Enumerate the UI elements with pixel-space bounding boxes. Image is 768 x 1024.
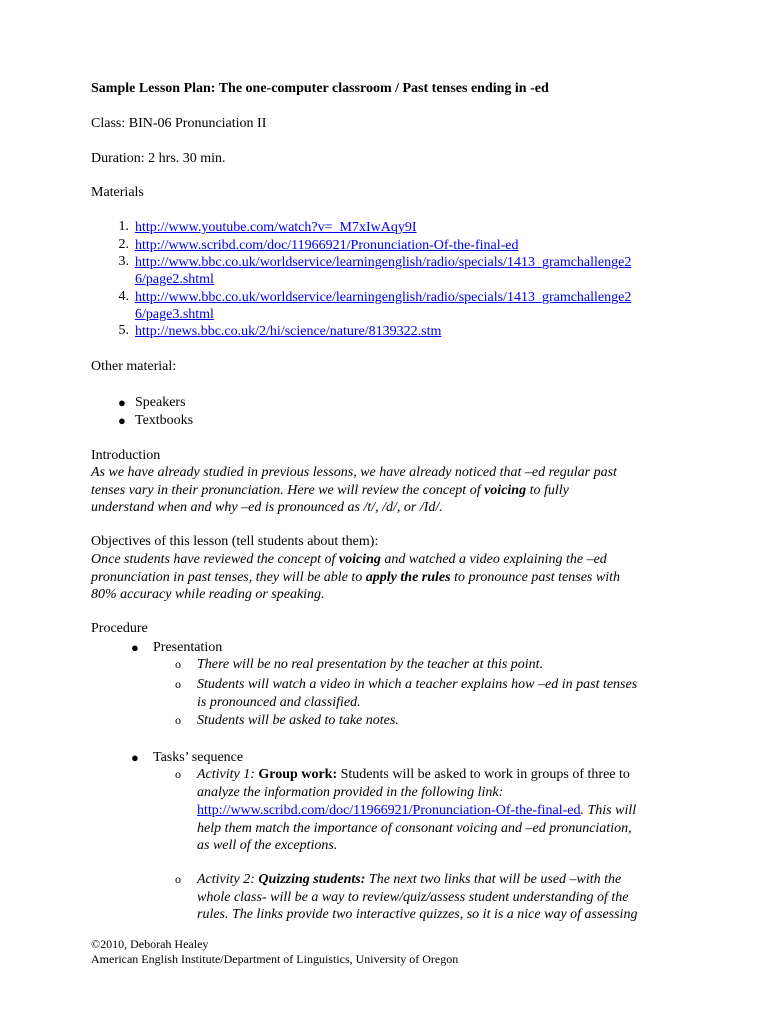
objectives-line: 80% accuracy while reading or speaking.: [91, 587, 325, 602]
activity-1-line: [197, 802, 636, 819]
list-number: 4.: [118, 289, 129, 304]
presentation-step: Students will watch a video in which a teacher explains how –ed in past tenses: [197, 677, 638, 692]
material-link-2[interactable]: http://www.scribd.com/doc/11966921/Pronunciation-Of-the-final-ed: [135, 238, 519, 253]
circle-bullet-icon: o: [175, 677, 181, 691]
emphasis-voicing: voicing: [338, 552, 381, 567]
other-material-heading: Other material:: [91, 359, 177, 374]
bullet-icon: ●: [118, 413, 126, 428]
bullet-icon: ●: [118, 395, 126, 410]
material-link-4-cont[interactable]: 6/page3.shtml: [135, 307, 214, 322]
material-link-4[interactable]: http://www.bbc.co.uk/worldservice/learningenglish/radio/specials/1413_gramchallenge2: [135, 290, 632, 305]
text-run: to pronounce past tenses with: [450, 570, 620, 585]
emphasis-apply-rules: apply the rules: [365, 570, 451, 585]
list-number: 2.: [118, 237, 129, 252]
introduction-line: As we have already studied in previous lessons, we have already noticed that –ed regular past: [91, 465, 617, 480]
text-run: Once students have reviewed the concept of: [91, 552, 339, 567]
presentation-step-cont: is pronounced and classified.: [197, 695, 361, 710]
presentation-step: There will be no real presentation by the teacher at this point.: [197, 657, 544, 672]
tasks-label: Tasks’ sequence: [153, 750, 244, 765]
activity-2-title: Quizzing students:: [258, 872, 366, 887]
text-run: Activity 2:: [197, 872, 259, 887]
presentation-label: Presentation: [153, 640, 223, 655]
activity-1-title: Group work:: [258, 767, 338, 782]
list-number: 5.: [118, 323, 129, 338]
activity-1-link[interactable]: http://www.scribd.com/doc/11966921/Pronunciation-Of-the-final-ed: [197, 803, 581, 818]
activity-1-line: analyze the information provided in the following link:: [197, 785, 504, 800]
activity-2-line: rules. The links provide two interactive quizzes, so it is a nice way of assessing: [197, 907, 638, 922]
material-link-1[interactable]: http://www.youtube.com/watch?v=_M7xIwAqy9I: [135, 220, 417, 235]
activity-1-line: [197, 766, 630, 783]
circle-bullet-icon: o: [175, 713, 181, 727]
circle-bullet-icon: o: [175, 872, 181, 886]
material-link-3-cont[interactable]: 6/page2.shtml: [135, 272, 214, 287]
activity-2-line: whole class- will be a way to review/quiz/assess student understanding of the: [197, 890, 629, 905]
bullet-icon: ●: [131, 750, 139, 765]
introduction-heading: Introduction: [91, 448, 161, 463]
text-run: . This will: [580, 803, 637, 818]
material-link-3[interactable]: http://www.bbc.co.uk/worldservice/learningenglish/radio/specials/1413_gramchallenge2: [135, 255, 632, 270]
activity-1-line: as well of the exceptions.: [197, 838, 338, 853]
footer-institute: American English Institute/Department of Linguistics, University of Oregon: [91, 952, 459, 966]
circle-bullet-icon: o: [175, 767, 181, 781]
bullet-icon: ●: [131, 640, 139, 655]
text-run: to fully: [526, 483, 569, 498]
objectives-heading: Objectives of this lesson (tell students about them):: [91, 534, 379, 549]
presentation-step: Students will be asked to take notes.: [197, 713, 399, 728]
page-title: Sample Lesson Plan: The one-computer classroom / Past tenses ending in -ed: [91, 81, 549, 96]
list-item: Textbooks: [135, 413, 194, 428]
text-run: pronunciation in past tenses, they will be able to: [91, 570, 366, 585]
introduction-line: [91, 482, 569, 499]
materials-heading: Materials: [91, 185, 144, 200]
material-link-5[interactable]: http://news.bbc.co.uk/2/hi/science/nature/8139322.stm: [135, 324, 442, 339]
list-number: 1.: [118, 219, 129, 234]
list-item: Speakers: [135, 395, 186, 410]
procedure-heading: Procedure: [91, 621, 148, 636]
emphasis-voicing: voicing: [484, 483, 527, 498]
text-run: The next two links that will be used –with the: [365, 872, 622, 887]
duration-line: Duration: 2 hrs. 30 min.: [91, 151, 226, 166]
circle-bullet-icon: o: [175, 657, 181, 671]
text-run: Activity 1:: [197, 767, 259, 782]
activity-1-line: help them match the importance of consonant voicing and –ed pronunciation,: [197, 821, 632, 836]
activity-2-line: [197, 871, 621, 888]
text-run: tenses vary in their pronunciation. Here we will review the concept of: [91, 483, 485, 498]
objectives-line: [91, 551, 607, 568]
class-line: Class: BIN-06 Pronunciation II: [91, 116, 267, 131]
list-number: 3.: [118, 254, 129, 269]
objectives-line: [91, 569, 620, 586]
footer-copyright: ©2010, Deborah Healey: [91, 937, 209, 951]
introduction-line: understand when and why –ed is pronounced as /t/, /d/, or /Id/.: [91, 500, 443, 515]
text-run: Students will be asked to work in groups of three to: [337, 767, 630, 782]
text-run: and watched a video explaining the –ed: [380, 552, 607, 567]
